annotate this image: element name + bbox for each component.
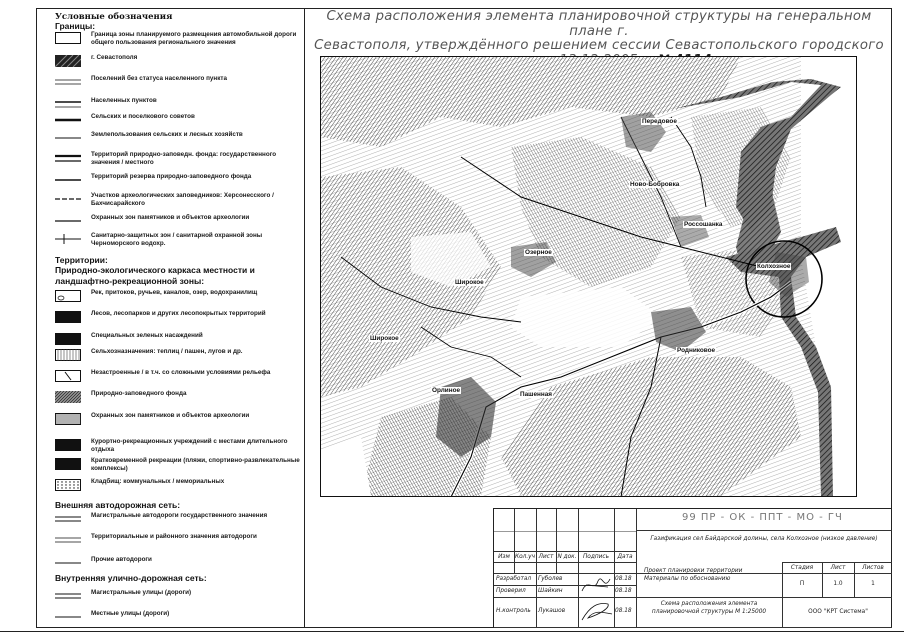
legend-symbol-dash-line [55, 192, 81, 204]
name-normcontrol: Лукашов [538, 608, 566, 614]
bottom-rule [0, 631, 904, 632]
legend-symbol-dot-line [55, 214, 81, 226]
legend-text: Участков археологических заповедников: Херсонесского / Бахчисарайского [91, 192, 274, 207]
legend-symbol-hstripes [55, 412, 81, 424]
legend-symbol-slash [55, 369, 81, 381]
legend-text: Незастроенные / в т.ч. со сложными условиями рельефа [91, 369, 271, 376]
legend-text: Местные улицы (дороги) [91, 610, 170, 617]
legend-text: г. Севастополя [91, 54, 138, 61]
legend-symbol-hatch-dark [55, 54, 81, 66]
legend-symbol-outline-box [55, 31, 81, 43]
header-stage: Стадия [790, 565, 814, 571]
legend-text: Поселений без статуса населенного пункта [91, 75, 227, 82]
legend-symbol-road-thin [55, 610, 81, 622]
organization: ООО "КРТ Система" [808, 609, 868, 615]
map-label-rodnikovoe: Родниковое [677, 347, 716, 354]
legend-symbol-thin-thin [55, 75, 81, 87]
project-name: Газификация сел Байдарской долины, села Колхозное (низкое давление) [650, 536, 878, 542]
header-koluch: Кол.уч [514, 554, 536, 560]
date-checker: 08.18 [615, 588, 632, 594]
legend-internal-roads-title: Внутренняя улично-дорожная сеть: [55, 573, 207, 583]
map-title-line1: Схема расположения элемента планировочной структуры на генеральном плане г. [326, 9, 872, 39]
legend-text: Санитарно-защитных зон / санитарной охранной зоны Черноморского водохр. [91, 232, 263, 247]
map-label-pashnaya: Пашенная [520, 391, 553, 398]
legend-text: Специальных зеленых насаждений [91, 332, 203, 339]
header-izm: Изм [498, 554, 510, 560]
role-developer: Разработал [496, 576, 532, 582]
role-normcontrol: Н.контроль [496, 608, 531, 614]
legend-text: Кладбищ: коммунальных / мемориальных [91, 478, 225, 485]
map-title-line2: Севастополя, утверждённого решением сессии Севастопольского городского [314, 38, 884, 53]
drawing-name: Схема расположения элемента планировочной структуры М 1:25000 [651, 601, 767, 615]
map-label-kozkoznoe: Колхозное [757, 263, 791, 270]
legend-text: Территорий резерва природно-заповедного фонда [91, 173, 252, 180]
legend-symbol-solid-black [55, 332, 81, 344]
map-label-shirokoe-1: Широкое [455, 279, 484, 286]
legend-text: Магистральные автодороги государственного значения [91, 512, 268, 519]
legend-boundaries-title: Границы: [55, 21, 96, 31]
map-label-rossoshanka: Россошанка [684, 221, 723, 228]
drawing-code: 99 ПР - ОК - ППТ - МО - ГЧ [682, 512, 843, 523]
legend-text: Магистральные улицы (дороги) [91, 589, 192, 596]
sheets-value: 1 [871, 581, 875, 587]
map-label-shirokoe-2: Широкое [370, 335, 399, 342]
legend-text: Природно-заповедного фонда [91, 390, 187, 397]
name-developer: Губолев [538, 576, 563, 582]
legend-symbol-mid-line [55, 173, 81, 185]
legend-symbol-water [55, 289, 81, 301]
name-checker: Шайкин [538, 588, 563, 594]
legend-symbol-thick-thin [55, 97, 81, 109]
header-podpis: Подпись [582, 554, 610, 560]
header-sheet: Лист [830, 565, 846, 571]
legend-text: Сельхозназначения: теплиц / пашен, лугов и др. [91, 348, 243, 355]
legend-territories-title: Территории: [55, 255, 108, 265]
signature-developer [580, 573, 614, 597]
legend-external-roads-title: Внешняя автодорожная сеть: [55, 500, 181, 510]
sheet-description: Проект планировки территории Материалы по обоснованию [644, 568, 743, 582]
legend-heading: Условные обозначения [55, 12, 173, 22]
legend-text: Охранных зон памятников и объектов археологии [91, 214, 250, 221]
legend-symbol-solid-black [55, 438, 81, 450]
legend-symbol-road-thin [55, 556, 81, 568]
legend-text: Курортно-рекреационных учреждений с местами длительного отдыха [91, 438, 288, 453]
sheet-value: 1.0 [833, 581, 843, 587]
header-list: Лист [538, 554, 554, 560]
legend-symbol-solid-black [55, 457, 81, 469]
legend-text: Лесов, лесопарков и других лесопокрытых территорий [91, 310, 266, 317]
legend-text: Рек, притоков, ручьев, каналов, озер, водохранилищ [91, 289, 258, 296]
map-label-novo-bobrovka: Ново-Бобровка [630, 181, 680, 188]
legend-text: Кратковременной рекреации (пляжи, спортивно-развлекательные комплексы) [91, 457, 300, 472]
legend-text: Населенных пунктов [91, 97, 157, 104]
legend-symbol-road-double [55, 512, 81, 524]
legend-symbol-cross-line [55, 232, 81, 244]
legend-text: Граница зоны планируемого размещения автомобильной дороги общего пользования регионального значения [91, 31, 297, 46]
header-sheets: Листов [862, 565, 884, 571]
header-data: Дата [617, 554, 633, 560]
legend-text: Прочие автодороги [91, 556, 152, 563]
date-developer: 08.18 [615, 576, 632, 582]
map-label-ozernoe: Озерное [525, 249, 552, 256]
legend-text: Землепользования сельских и лесных хозяйств [91, 131, 243, 138]
legend-symbol-road-single [55, 533, 81, 545]
role-checker: Проверил [496, 588, 526, 594]
legend-symbol-vstripes [55, 348, 81, 360]
legend-eco-title: Природно-экологического каркаса местности и ландшафтно-рекреационной зоны: [55, 265, 255, 286]
legend-symbol-thick-line [55, 113, 81, 125]
legend-text: Территориальные и районного значения автодороги [91, 533, 257, 540]
date-normcontrol: 08.18 [615, 608, 632, 614]
legend-symbol-dots [55, 478, 81, 490]
legend-symbol-road-double [55, 589, 81, 601]
legend-symbol-thin-line [55, 131, 81, 143]
legend-panel [37, 9, 305, 627]
legend-text: Сельских и поселкового советов [91, 113, 195, 120]
legend-symbol-thick-double [55, 151, 81, 163]
signature-normcontrol [580, 598, 614, 626]
stage-value: П [799, 581, 805, 587]
map-area[interactable] [320, 56, 857, 497]
map-svg [321, 57, 856, 496]
legend-symbol-solid-black [55, 310, 81, 322]
title-block [493, 508, 891, 627]
header-ndok: N док. [557, 554, 577, 560]
legend-text: Территорий природно-заповедн. фонда: государственного значения / местного [91, 151, 277, 166]
map-label-peredovoe: Передовое [642, 118, 677, 125]
legend-symbol-diag-hatch [55, 390, 81, 402]
map-label-orlinoe: Орлиное [432, 387, 461, 394]
legend-text: Охранных зон памятников и объектов археологии [91, 412, 250, 419]
